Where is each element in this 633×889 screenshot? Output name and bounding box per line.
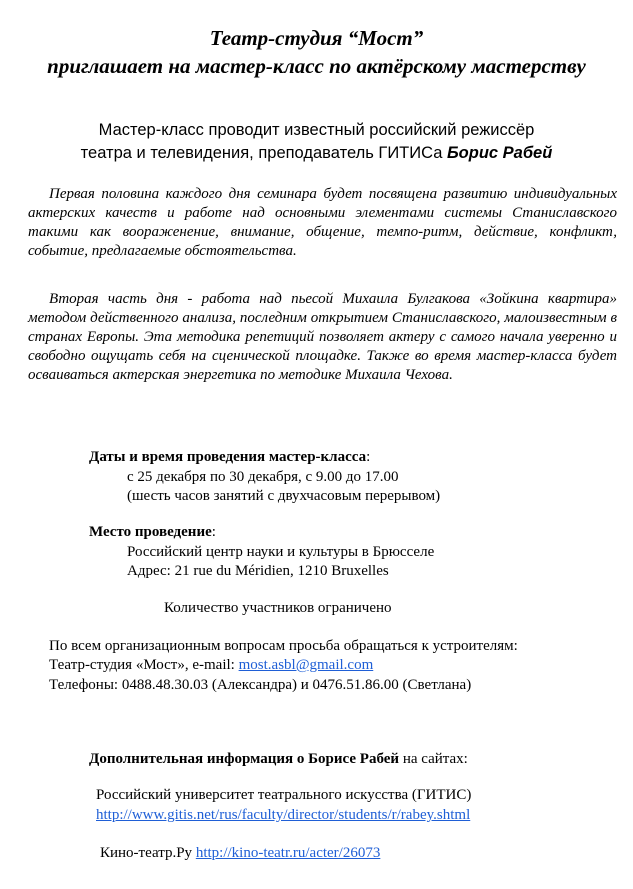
place-heading — [89, 522, 216, 543]
gitis-name: Российский университет театрального искусства (ГИТИС) — [96, 787, 472, 803]
gitis-link-line — [96, 805, 470, 826]
gitis-link[interactable]: http://www.gitis.net/rus/faculty/director/students/r/rabey.shtml — [96, 807, 471, 823]
more-info-heading — [89, 749, 468, 770]
contacts-prefix: Театр-студия «Мост», e-mail: — [49, 657, 239, 673]
kino-name: Кино-театр.Ру — [100, 845, 196, 861]
title-line-1: Театр-студия “Мост” — [209, 26, 424, 50]
kino-line — [100, 843, 380, 864]
dates-line-1: с 25 декабря по 30 декабря, с 9.00 до 17.00 — [127, 469, 399, 485]
dates-line-2: (шесть часов занятий с двухчасовым перерывом) — [127, 488, 441, 504]
paragraph-1-text: Первая половина каждого дня семинара будет посвящена развитию индивидуальных актерских качеств и работе над основными элементами системы Станиславского такими как воораженение, внимание, общение, темпо-ритм, действие, конфликт, событие, предлагаемые обстоятельства. — [28, 186, 617, 259]
place-line-2: Адрес: 21 rue du Méridien, 1210 Bruxelles — [127, 563, 389, 579]
subtitle-text: театра и телевидения, преподаватель ГИТИСа — [80, 144, 447, 162]
contacts-line-2 — [49, 655, 373, 676]
director-name: Борис Рабей — [446, 144, 553, 162]
title-line-2: приглашает на мастер-класс по актёрскому мастерству — [47, 54, 586, 78]
paragraph-2 — [28, 290, 617, 385]
more-info-heading-bold: Дополнительная информация о Борисе Рабей — [89, 751, 400, 767]
colon: : — [211, 524, 216, 540]
place-heading-text: Место проведение — [89, 524, 212, 540]
contacts-line-1: По всем организационным вопросам просьба обращаться к устроителям: — [49, 638, 518, 654]
kino-link[interactable]: http://kino-teatr.ru/acter/26073 — [195, 845, 381, 861]
subtitle-line-1: Мастер-класс проводит известный российский режиссёр — [98, 121, 535, 139]
email-link[interactable]: most.asbl@gmail.com — [238, 657, 374, 673]
colon: : — [366, 449, 371, 465]
paragraph-2-text: Вторая часть дня - работа над пьесой Михаила Булгакова «Зойкина квартира» методом действенного анализа, последним открытием Станиславского, малоизвестным в странах Европы. Эта методика репетиций позволяет актеру с самого начала уверенно и свободно ощущать себя на сценической площадке. Также во время мастер-класса будет осваиваться актерская энергетика по методике Михаила Чехова. — [28, 291, 617, 383]
more-info-heading-rest: на сайтах: — [399, 751, 468, 767]
subtitle-line-2 — [0, 142, 633, 165]
dates-heading-text: Даты и время проведения мастер-класса — [89, 449, 367, 465]
place-line-1: Российский центр науки и культуры в Брюсселе — [127, 544, 435, 560]
dates-heading — [89, 447, 370, 468]
contacts-phones: Телефоны: 0488.48.30.03 (Александра) и 0476.51.86.00 (Светлана) — [49, 677, 472, 693]
participants-limited: Количество участников ограничено — [164, 600, 392, 616]
paragraph-1 — [28, 185, 617, 261]
